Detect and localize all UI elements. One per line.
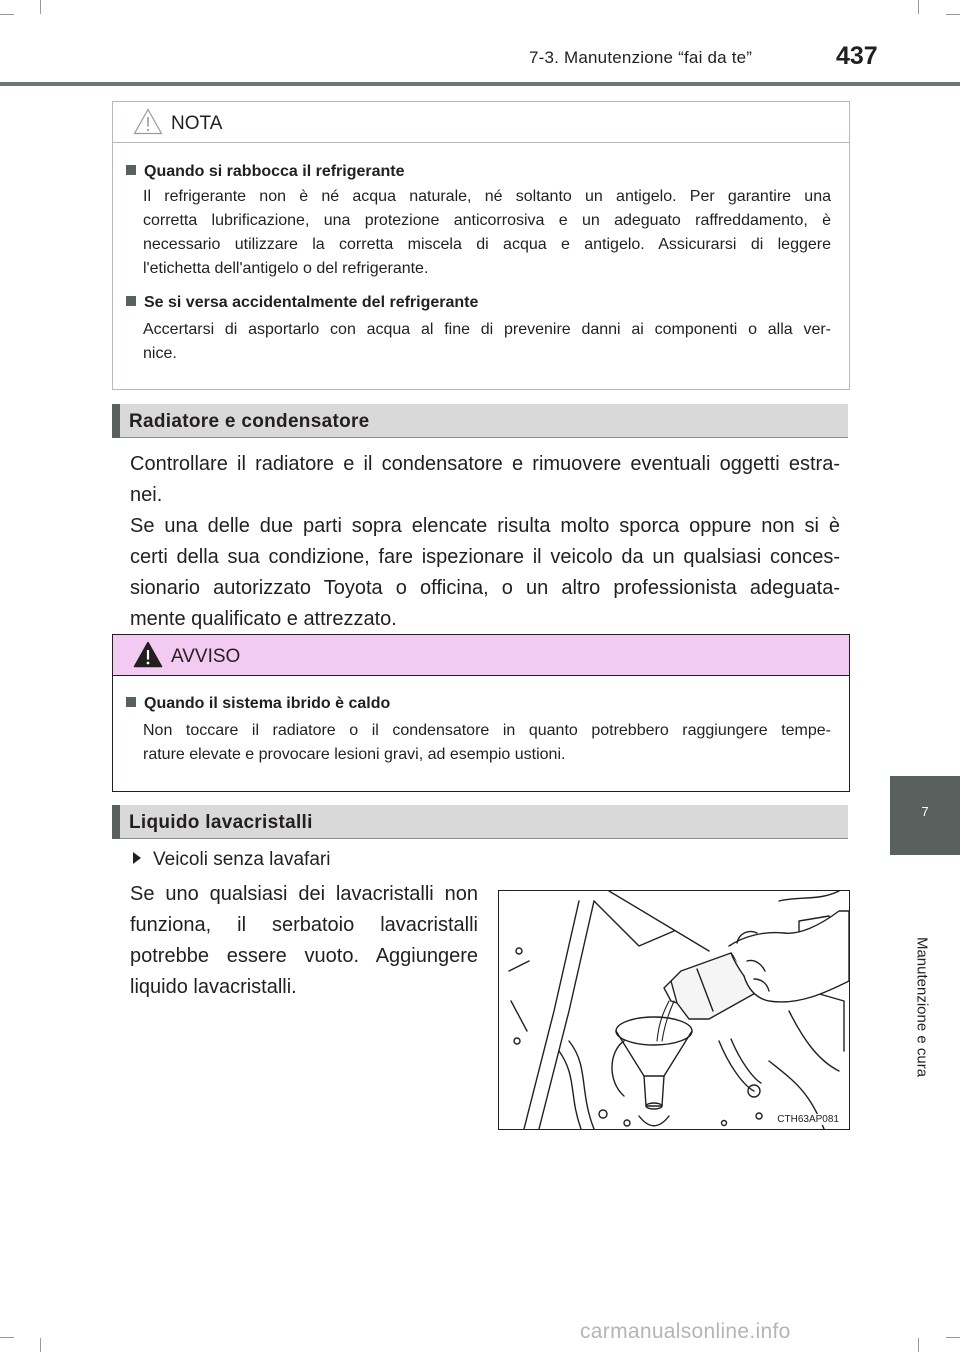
washer-paragraph: Se uno qualsiasi dei lavacristalli non funziona, il serbatoio lavacristalli potrebbe essere vuoto. Aggiungere liquido lavacristalli. bbox=[130, 883, 478, 998]
triangle-bullet-icon bbox=[133, 852, 141, 864]
figure-code: CTH63AP081 bbox=[777, 1114, 839, 1125]
illustration-drawing bbox=[499, 891, 849, 1129]
square-bullet-icon bbox=[126, 165, 136, 175]
warning-item-text: Non toccare il radiatore o il condensatore in quanto potrebbero raggiungere tempe- rature elevate e provocare lesioni gravi, ad esempio ustioni. bbox=[143, 722, 831, 763]
warning-header bbox=[113, 635, 849, 676]
crop-mark bbox=[946, 1337, 960, 1338]
notice-label: NOTA bbox=[171, 113, 223, 134]
warning-label: AVVISO bbox=[171, 646, 241, 667]
header-rule bbox=[0, 82, 960, 86]
washer-subheading: Veicoli senza lavafari bbox=[133, 849, 330, 871]
notice-box bbox=[112, 101, 850, 390]
chapter-title: Manutenzione e cura bbox=[913, 936, 931, 1078]
section-heading-bar bbox=[112, 404, 848, 438]
caution-triangle-icon bbox=[133, 108, 163, 135]
square-bullet-icon bbox=[126, 296, 136, 306]
washer-fluid-illustration bbox=[498, 890, 850, 1130]
radiator-section-title: Radiatore e condensatore bbox=[129, 411, 370, 432]
notice-header bbox=[113, 102, 849, 143]
square-bullet-icon bbox=[126, 697, 136, 707]
crop-mark bbox=[40, 1338, 41, 1352]
section-title: 7-3. Manutenzione “fai da te” bbox=[529, 48, 753, 67]
radiator-paragraph: Controllare il radiatore e il condensatore e rimuovere eventuali oggetti estra- nei. Se una delle due parti sopra elencate risulta molto sporca oppure non si è certi della sua condizione, fare ispezionare il veicolo da un qualsiasi conces- sionario autorizzato Toyota o officina, o un altro professionista adeguata- mente qualificato e attrezzato. bbox=[130, 453, 840, 630]
warning-box bbox=[112, 634, 850, 792]
page-number: 437 bbox=[836, 42, 878, 70]
crop-mark bbox=[918, 1338, 919, 1352]
crop-mark bbox=[0, 14, 14, 15]
notice-item-text: Accertarsi di asportarlo con acqua al fine di prevenire danni ai componenti o alla ver- nice. bbox=[143, 321, 831, 362]
chapter-tab[interactable] bbox=[890, 776, 960, 855]
section-heading-bar bbox=[112, 805, 848, 839]
crop-mark bbox=[40, 0, 41, 14]
crop-mark bbox=[946, 14, 960, 15]
chapter-number: 7 bbox=[921, 804, 929, 819]
crop-mark bbox=[918, 0, 919, 14]
watermark: carmanualsonline.info bbox=[580, 1320, 791, 1343]
notice-item-heading: Quando si rabbocca il refrigerante bbox=[126, 163, 405, 181]
washer-section-title: Liquido lavacristalli bbox=[129, 812, 313, 833]
warning-triangle-icon bbox=[133, 641, 163, 668]
notice-item-text: Il refrigerante non è né acqua naturale, né soltanto un antigelo. Per garantire una corretta lubrificazione, una protezione anticorrosiva e un adeguato raffreddamento, è necessario utilizzare la corretta miscela di acqua e antigelo. Assicurarsi di leggere l'etichetta dell'antigelo o del refrigerante. bbox=[143, 188, 831, 277]
warning-item-heading: Quando il sistema ibrido è caldo bbox=[126, 695, 390, 713]
crop-mark bbox=[0, 1337, 14, 1338]
notice-item-heading: Se si versa accidentalmente del refrigerante bbox=[126, 294, 478, 312]
